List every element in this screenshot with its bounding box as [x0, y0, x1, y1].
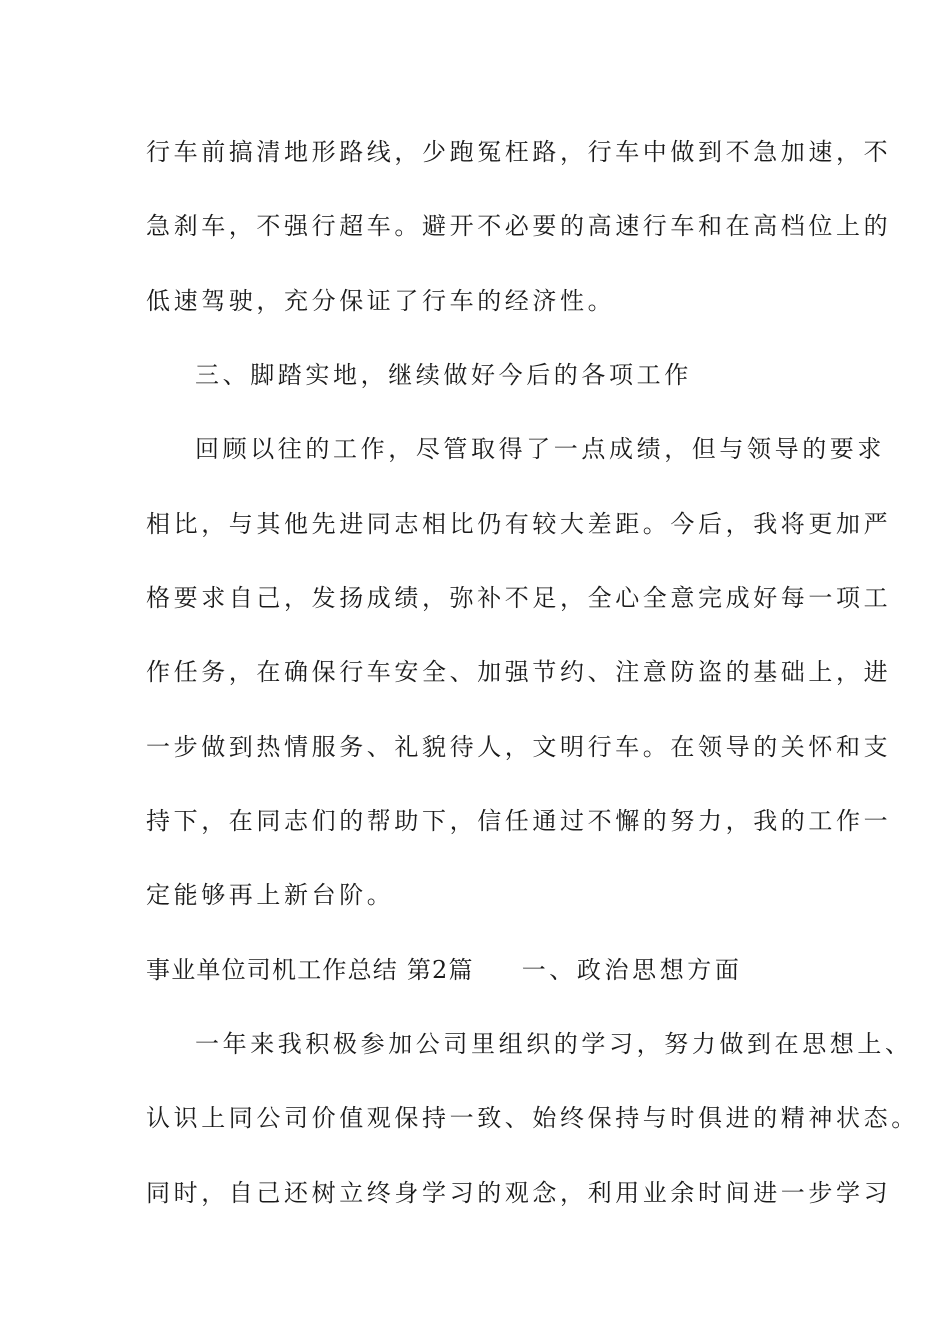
paragraph-line: 行车前搞清地形路线，少跑冤枉路，行车中做到不急加速，不	[146, 138, 892, 166]
paragraph-line: 持下，在同志们的帮助下，信任通过不懈的努力，我的工作一	[146, 807, 892, 835]
section-heading: 一、政治思想方面	[521, 956, 743, 984]
section-heading-line: 三、脚踏实地，继续做好今后的各项工作	[195, 361, 692, 389]
paragraph-line: 急刹车，不强行超车。避开不必要的高速行车和在高档位上的	[146, 212, 892, 240]
paragraph-line: 格要求自己，发扬成绩，弥补不足，全心全意完成好每一项工	[146, 584, 892, 612]
paragraph-line: 相比，与其他先进同志相比仍有较大差距。今后，我将更加严	[146, 510, 892, 538]
paragraph-line: 一步做到热情服务、礼貌待人，文明行车。在领导的关怀和支	[146, 733, 892, 761]
paragraph-line: 一年来我积极参加公司里组织的学习，努力做到在思想上、	[195, 1030, 913, 1058]
paragraph-line: 认识上同公司价值观保持一致、始终保持与时俱进的精神状态。	[146, 1104, 919, 1132]
paragraph-line: 回顾以往的工作，尽管取得了一点成绩，但与领导的要求	[195, 435, 885, 463]
article-title-line	[146, 955, 743, 985]
article-title: 事业单位司机工作总结 第2篇	[146, 956, 474, 984]
paragraph-line: 作任务，在确保行车安全、加强节约、注意防盗的基础上，进	[146, 658, 892, 686]
paragraph-line: 同时，自己还树立终身学习的观念，利用业余时间进一步学习	[146, 1179, 892, 1207]
paragraph-line: 定能够再上新台阶。	[146, 881, 395, 909]
paragraph-line: 低速驾驶，充分保证了行车的经济性。	[146, 287, 616, 315]
